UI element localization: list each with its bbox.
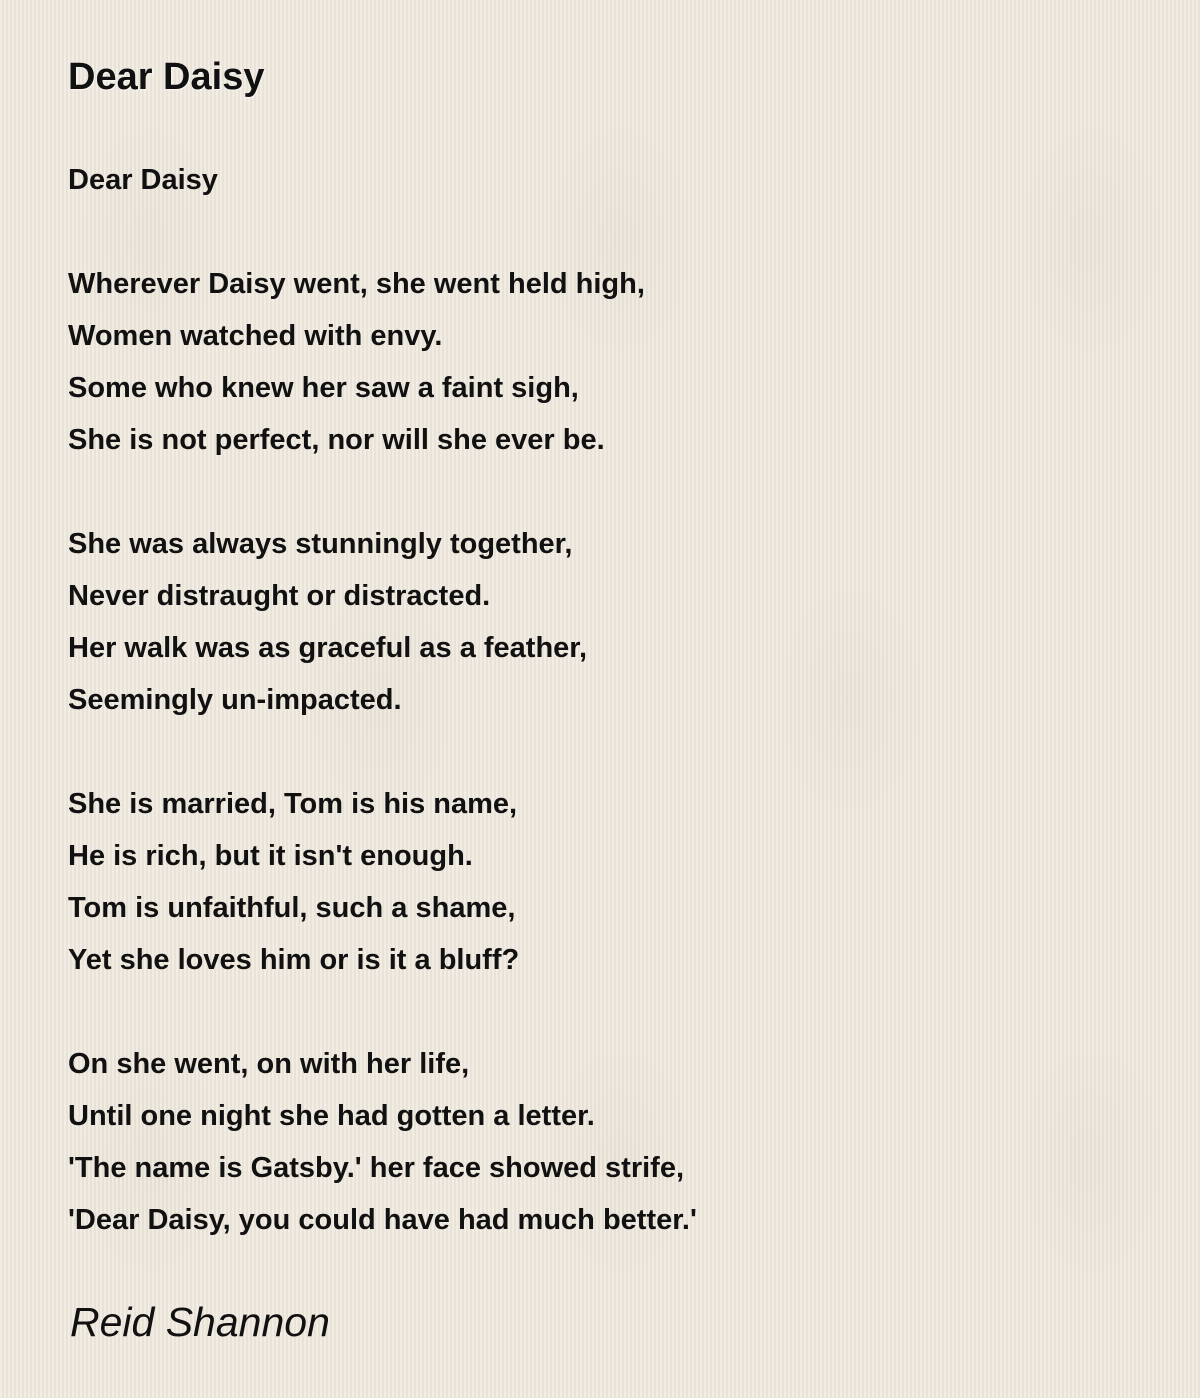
poem-line: Her walk was as graceful as a feather, <box>68 632 588 664</box>
poem-line: Until one night she had gotten a letter. <box>68 1100 595 1132</box>
poem-author: Reid Shannon <box>70 1299 330 1345</box>
poem-line: Some who knew her saw a faint sigh, <box>68 372 579 404</box>
stanza <box>68 1038 1148 1246</box>
poem-line: 'Dear Daisy, you could have had much better.' <box>68 1204 697 1236</box>
poem-line: Yet she loves him or is it a bluff? <box>68 944 520 976</box>
poem-container <box>68 50 1148 1246</box>
poem-line: Never distraught or distracted. <box>68 580 491 612</box>
poem-line: She is not perfect, nor will she ever be. <box>68 424 605 456</box>
poem-line: Wherever Daisy went, she went held high, <box>68 268 645 300</box>
poem-line: She is married, Tom is his name, <box>68 788 518 820</box>
poem-title: Dear Daisy <box>68 56 265 98</box>
poem-line: Women watched with envy. <box>68 320 443 352</box>
poem-line: On she went, on with her life, <box>68 1048 470 1080</box>
stanza <box>68 518 1148 726</box>
poem-line: Seemingly un-impacted. <box>68 684 402 716</box>
poem-line: Tom is unfaithful, such a shame, <box>68 892 516 924</box>
poem-line: 'The name is Gatsby.' her face showed strife, <box>68 1152 685 1184</box>
stanza <box>68 258 1148 466</box>
poem-subtitle: Dear Daisy <box>68 164 218 196</box>
stanza <box>68 778 1148 986</box>
poem-line: She was always stunningly together, <box>68 528 573 560</box>
poem-line: He is rich, but it isn't enough. <box>68 840 473 872</box>
